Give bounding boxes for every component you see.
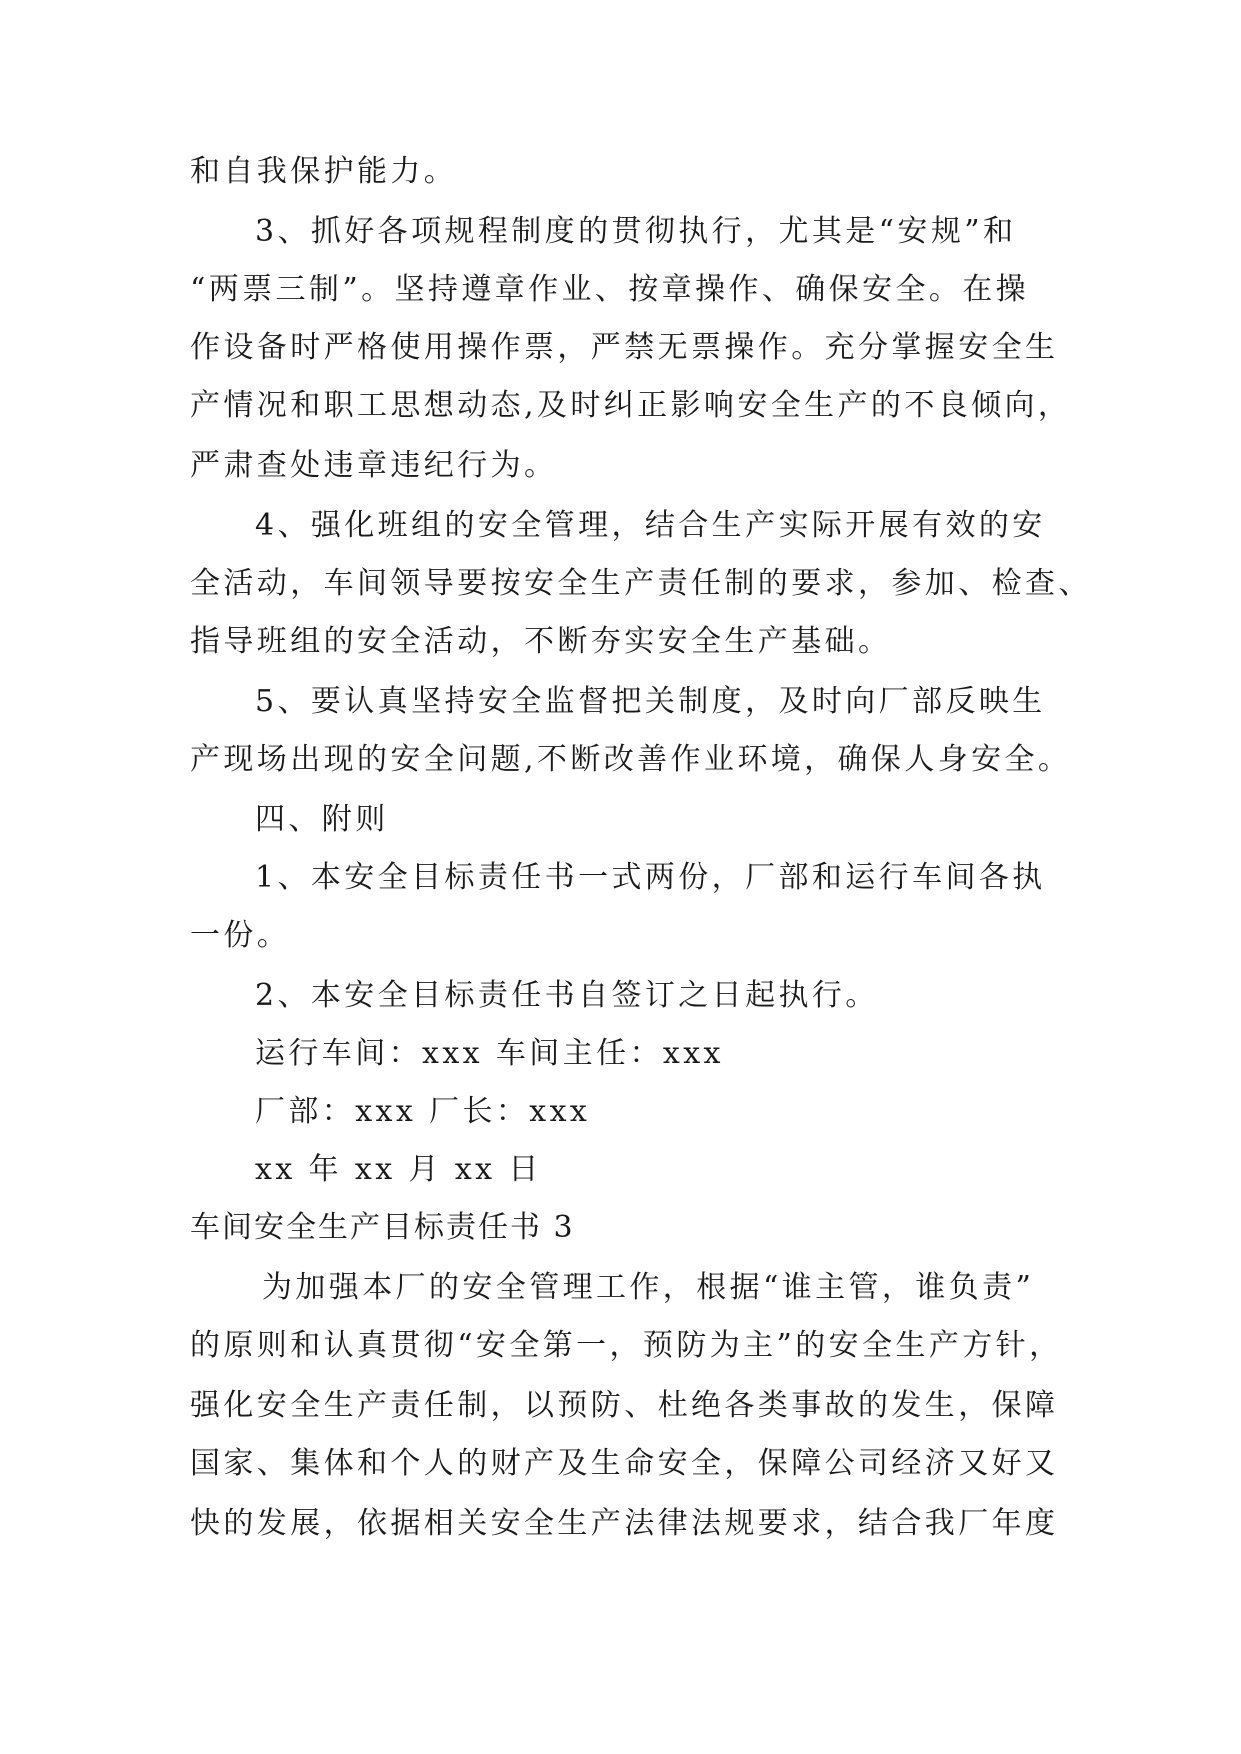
date-line: xx 年 xx 月 xx 日 [255, 1152, 542, 1187]
body-text-line: 作设备时严格使用操作票，严禁无票操作。充分掌握安全生 [190, 330, 1059, 365]
body-text-line: 一份。 [190, 918, 291, 953]
list-item-5-line: 5、要认真坚持安全监督把关制度，及时向厂部反映生 [255, 684, 1046, 719]
list-item-2-line: 2、本安全目标责任书自签订之日起执行。 [255, 978, 879, 1013]
body-text-line: 为加强本厂的安全管理工作，根据“谁主管，谁负责” [262, 1270, 1035, 1305]
body-text-line: 产情况和职工思想动态,及时纠正影响安全生产的不良倾向， [190, 388, 1072, 423]
signature-line-workshop: 运行车间：xxx 车间主任：xxx [255, 1036, 724, 1071]
list-item-3-line: 3、抓好各项规程制度的贯彻执行，尤其是“安规”和 [255, 214, 1017, 249]
document-title: 车间安全生产目标责任书 3 [190, 1210, 575, 1245]
body-text-line: 国家、集体和个人的财产及生命安全，保障公司经济又好又 [190, 1446, 1059, 1481]
section-heading: 四、附则 [255, 802, 389, 837]
body-text-line: 的原则和认真贯彻“安全第一，预防为主”的安全生产方针， [190, 1328, 1063, 1363]
list-item-4-line: 4、强化班组的安全管理，结合生产实际开展有效的安 [255, 508, 1046, 543]
body-text-line: 全活动，车间领导要按安全生产责任制的要求，参加、检查、 [190, 566, 1092, 601]
signature-line-factory: 厂部：xxx 厂长：xxx [255, 1094, 591, 1129]
body-text-line: “两票三制”。坚持遵章作业、按章操作、确保安全。在操 [190, 272, 1030, 307]
body-text-line: 指导班组的安全活动，不断夯实安全生产基础。 [190, 624, 892, 659]
list-item-1-line: 1、本安全目标责任书一式两份，厂部和运行车间各执 [255, 860, 1046, 895]
body-text-line: 产现场出现的安全问题,不断改善作业环境，确保人身安全。 [190, 742, 1072, 777]
body-text-line: 和自我保护能力。 [190, 154, 458, 189]
body-text-line: 严肃查处违章违纪行为。 [190, 448, 558, 483]
body-text-line: 快的发展，依据相关安全生产法律法规要求，结合我厂年度 [190, 1506, 1059, 1541]
body-text-line: 强化安全生产责任制，以预防、杜绝各类事故的发生，保障 [190, 1388, 1059, 1423]
